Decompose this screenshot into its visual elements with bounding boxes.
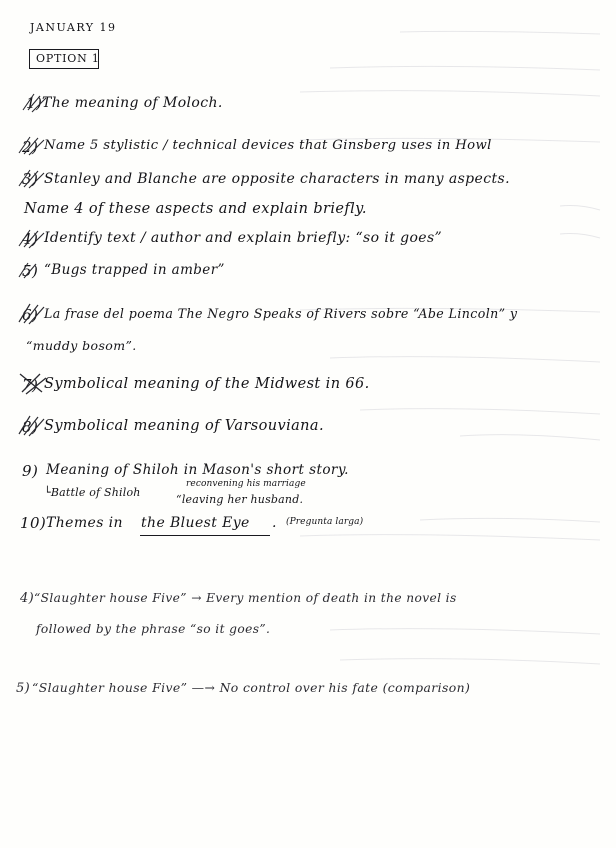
- question-6-text: La frase del poema The Negro Speaks of Rivers sobre “Abe Lincoln” y: [44, 306, 518, 321]
- question-5-number: 5): [22, 262, 39, 280]
- answer-5-text: “Slaughter house Five” —→ No control over his fate (comparison): [32, 680, 471, 695]
- question-2-number: 2): [22, 138, 39, 156]
- question-10-text: Themes in: [46, 515, 123, 531]
- answer-5-number: 5): [16, 681, 31, 696]
- question-9-note-leaving: “leaving her husband.: [176, 493, 304, 506]
- question-10-note: (Pregunta larga): [286, 517, 364, 527]
- question-2-text: Name 5 stylistic / technical devices that Ginsberg uses in Howl: [44, 138, 492, 153]
- question-9-text: Meaning of Shiloh in Mason's short story.: [46, 462, 349, 478]
- question-9-note-battle: └Battle of Shiloh: [44, 486, 141, 499]
- question-6-number: 6): [22, 306, 39, 324]
- question-3-number: 3): [22, 170, 39, 188]
- question-4-number: 4): [22, 230, 39, 248]
- question-4-text: Identify text / author and explain briefly: “so it goes”: [44, 230, 443, 246]
- question-10-book-title: the Bluest Eye: [141, 515, 250, 531]
- question-8-text: Symbolical meaning of Varsouviana.: [44, 418, 324, 434]
- question-9-number: 9): [22, 462, 39, 480]
- answer-4-text: “Slaughter house Five” → Every mention of death in the novel is: [34, 591, 457, 605]
- answer-4-text-continued: followed by the phrase “so it goes”.: [36, 622, 271, 636]
- option-label: OPTION 1: [36, 52, 100, 65]
- question-3-text: Stanley and Blanche are opposite characters in many aspects.: [44, 171, 510, 187]
- question-5-text: “Bugs trapped in amber”: [44, 262, 225, 278]
- question-3-text-continued: Name 4 of these aspects and explain briefly.: [24, 201, 367, 217]
- question-6-text-continued: “muddy bosom”.: [26, 338, 137, 353]
- date-heading: JANUARY 19: [30, 21, 117, 34]
- book-title-underline: [140, 535, 270, 536]
- question-10-number: 10): [20, 514, 47, 532]
- question-8-number: 8): [22, 418, 39, 436]
- question-7-text: Symbolical meaning of the Midwest in 66.: [44, 376, 370, 392]
- question-1-number: 1): [26, 94, 43, 112]
- question-7-number: 7): [22, 376, 39, 394]
- answer-4-number: 4): [20, 591, 35, 606]
- question-9-note-reconvening: reconvening his marriage: [186, 479, 306, 489]
- question-10-period: .: [272, 515, 277, 531]
- question-1-text: The meaning of Moloch.: [42, 95, 223, 111]
